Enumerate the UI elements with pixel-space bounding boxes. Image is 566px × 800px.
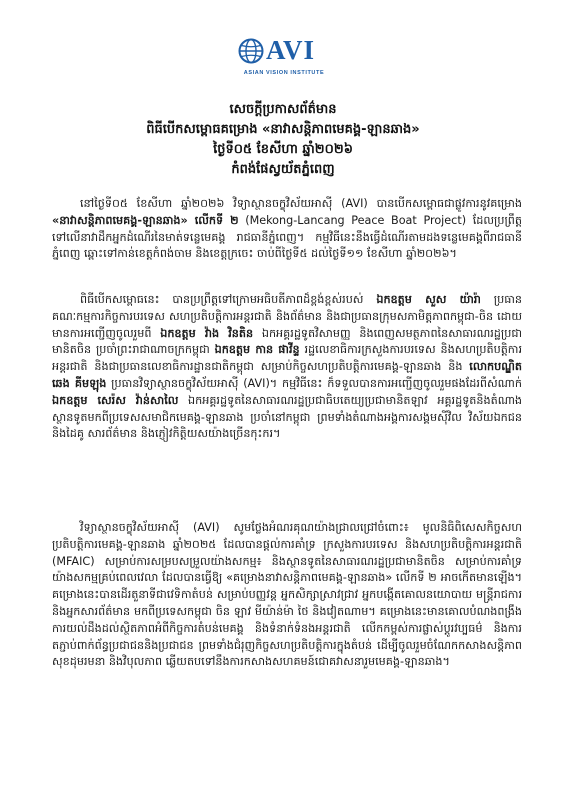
avi-logo [232, 34, 336, 86]
document-heading [0, 100, 566, 180]
paragraph-2-bold-name-1: ឯកឧត្តម សួស យ៉ារ៉ា [376, 293, 481, 306]
logo-wordmark: AVI [266, 35, 316, 65]
paragraph-1 [52, 196, 522, 263]
paragraph-3 [52, 520, 522, 671]
press-release-title: សេចក្តីប្រកាសព័ត៌មាន [229, 102, 337, 117]
paragraph-2-text-a: ពិធីបើកសម្ពោធនេះ បានប្រព្រឹត្តទៅក្រោមអធិបតីភាពដ៏ខ្ពង់ខ្ពស់របស់ [80, 293, 377, 306]
paragraph-2-bold-name-4: លោកបណ្ឌិត ឆេង គីមឡុង [52, 360, 522, 390]
paragraph-1-bold-project: «នាវាសន្តិភាពមេគង្គ-ឡានឆាង» លើកទី ២ [52, 213, 239, 227]
paragraph-2-bold-name-5: ឯកឧត្តម សេរ៉ស វ៉ាន់សាលៃ [52, 393, 179, 407]
paragraph-2-text-b: ប្រធានគណៈកម្មការកិច្ចការបរទេស សហប្រតិបត្តិការអន្តរជាតិ និងព័ត៌មាន និងជាប្រធានក្រុមសភាមិត្តភាពកម្ពុជា-ចិន ដោយមានការអញ្ជើញចូលរួមពី [52, 293, 522, 340]
paragraph-2-text-c: ឯកអគ្គរដ្ឋទូតវិសាមញ្ញ និងពេញសមត្ថភាពនៃសាធារណរដ្ឋប្រជាមានិតចិន ប្រចាំព្រះរាជាណាចក្រកម្ពុជា [52, 326, 522, 357]
paragraph-2 [52, 292, 522, 443]
logo-subtitle: ASIAN VISION INSTITUTE [243, 70, 325, 76]
paragraph-2-text-d: រដ្ឋលេខាធិការក្រសួងការបរទេស និងសហប្រតិបត្តិការអន្តរជាតិ និងជាប្រធានលេខាធិការដ្ឋានជាតិកម្ពុជា សម្រាប់កិច្ចសហប្រតិបត្តិការមេគង្គ-ឡានឆាង និង [52, 343, 522, 374]
paragraph-1-text-a: នៅថ្ងៃទី០៥ ខែសីហា ឆ្នាំ២០២៦ វិទ្យាស្ថានចក្ខុវិស័យអាស៊ី (AVI) បានបើកសម្ពោធជាផ្លូវការនូវគម្រោង [80, 197, 522, 210]
paragraph-3-text: វិទ្យាស្ថានចក្ខុវិស័យអាស៊ី (AVI) សូមថ្លែងអំណរគុណយ៉ាងជ្រាលជ្រៅចំពោះ៖ មូលនិធិពិសេសកិច្ចសហប្រតិបត្តិការមេគង្គ-ឡានឆាង ឆ្នាំ២០២៥ ដែលបានផ្តល់ការគាំទ្រ ក្រសួងការបរទេស និងសហប្រតិបត្តិការអន្តរជាតិ (MFAIC) សម្រាប់ការសម្របសម្រួលយ៉ាងសកម្ម៖ និងស្ថានទូតនៃសាធារណរដ្ឋប្រជាមានិតចិន សម្រាប់ការគាំទ្រយ៉ាងសកម្មគ្រប់ពេលវេលា ដែលបានធ្វើឱ្យ «គម្រោងនាវាសន្តិភាពមេគង្គ-ឡានឆាង» លើកទី ២ អាចកើតមានឡើង។ គម្រោងនេះបានដើរតួនាទីជាវេទិកាតំបន់ សម្រាប់បញ្ញវន្ត អ្នកសិក្សាស្រាវជ្រាវ អ្នកបង្កើតគោលនយោបាយ មន្ត្រីរាជការ និងអ្នកសារព័ត៌មាន មកពីប្រទេសកម្ពុជា ចិន ឡាវ មីយ៉ាន់ម៉ា ថៃ និងវៀតណាម។ គម្រោងនេះមានគោលបំណងពង្រឹងការយល់ដឹងដល់ស្ថិតភាពអំពីកិច្ចការតំបន់មេគង្គ និងទំនាក់ទំនងអន្តរជាតិ លើកកម្ពស់ការផ្លាស់ប្តូរវប្បធម៌ និងការតភ្ជាប់ពាក់ព័ន្ធប្រជាជននិងប្រជាជន ព្រមទាំងជំរុញកិច្ចសហប្រតិបត្តិការក្នុងតំបន់ ដើម្បីចូលរួមចំណែកកសាងសន្តិភាព សុខដុមរមនា និងវិបុលភាព ឆ្លើយតបទៅនឹងការកសាងសហគមន៍ជោគវាសនារួមមេគង្គ-ឡានឆាង។ [52, 521, 522, 669]
paragraph-1-text-b: (Mekong-Lancang Peace Boat Project) ដែលប្រព្រឹត្តទៅលើនាវាដឹកអ្នកដំណើរនៃមាត់ទន្លេមេគង្គ រាជធានីភ្នំពេញ។ កម្មវិធីនេះនឹងធ្វើដំណើរតាមដងទន្លេមេគង្គពីរាជធានីភ្នំពេញ ឆ្ពោះទៅកាន់ខេត្តកំពង់ចាម និងខេត្តក្រចេះ ចាប់ពីថ្ងៃទី៥ ដល់ថ្ងៃទី១១ ខែសីហា ឆ្នាំ២០២៦។ [52, 213, 522, 261]
paragraph-2-text-e: ប្រធានវិទ្យាស្ថានចក្ខុវិស័យអាស៊ី (AVI)។ កម្មវិធីនេះ ក៏ទទួលបានការអញ្ជើញចូលរួមផងដែរពីសំណាក់ [106, 376, 522, 390]
globe-icon [238, 38, 264, 64]
paragraph-2-bold-name-3: ឯកឧត្តម កាន ផាវីន្ទ [214, 343, 300, 357]
event-location: កំពង់ផែស្វយ័តភ្នំពេញ [231, 162, 335, 177]
paragraph-2-text-f: ឯកអគ្គរដ្ឋទូតនៃសាធារណរដ្ឋប្រជាធិបតេយ្យប្រជាមានិតឡាវ អគ្គរដ្ឋទូតនិងតំណាងស្ថានទូតមកពីប្រទេសសមាជិកមេគង្គ-ឡានឆាង ប្រចាំនៅកម្ពុជា ព្រមទាំងតំណាងអង្គការសង្គមស៊ីវិល វិស័យឯកជន និងដៃគូ សារព័ត៌មាន និងភ្ញៀវកិត្តិយសយ៉ាងច្រើនកុះករ។ [52, 393, 523, 441]
paragraph-2-bold-name-2: ឯកឧត្តម វ៉ាង វិនតិន [160, 326, 254, 340]
event-title: ពិធីបើកសម្ពោធគម្រោង «នាវាសន្តិភាពមេគង្គ-ឡានឆាង» [146, 122, 420, 137]
event-date: ថ្ងៃទី០៥ ខែសីហា ឆ្នាំ២០២៦ [213, 142, 353, 157]
